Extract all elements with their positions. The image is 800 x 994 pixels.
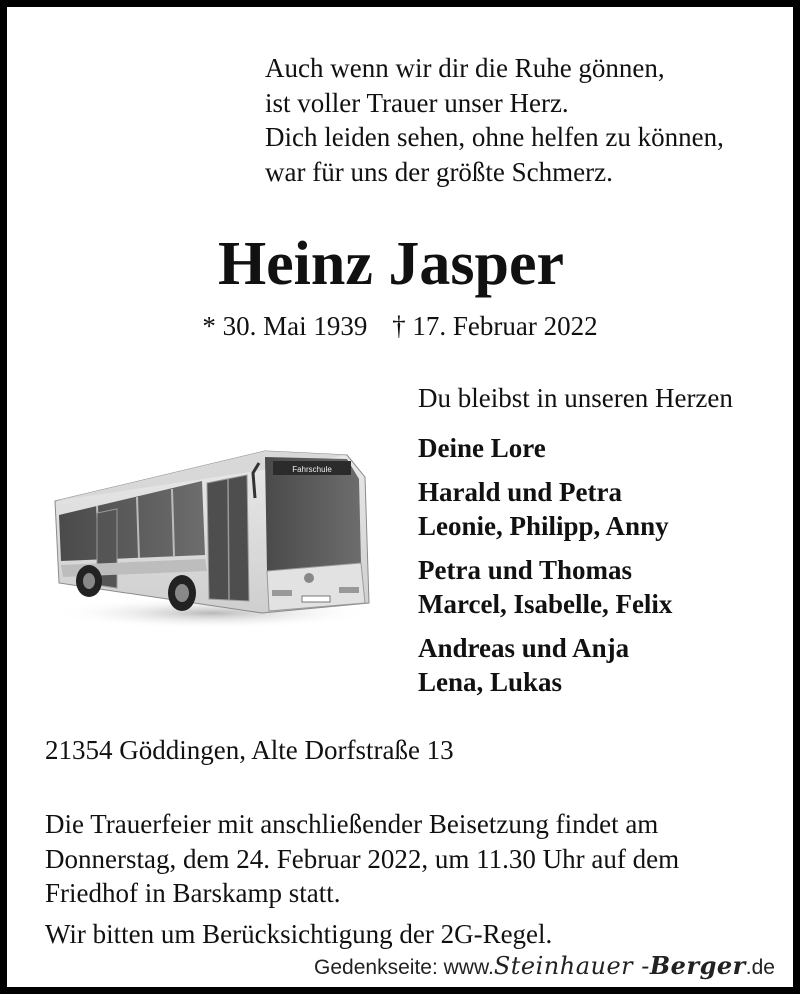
deceased-name: Heinz Jasper bbox=[217, 230, 565, 298]
family-line: Leonie, Philipp, Anny bbox=[418, 511, 669, 541]
bus-sign: Fahrschule bbox=[292, 465, 332, 474]
ceremony-line: Donnerstag, dem 24. Februar 2022, um 11.30 Uhr auf dem bbox=[45, 843, 680, 874]
family-line: Lena, Lukas bbox=[418, 667, 563, 697]
poem-line: Auch wenn wir dir die Ruhe gönnen, bbox=[265, 53, 665, 83]
memorial-page-link[interactable] bbox=[314, 951, 775, 983]
bus-photo-icon bbox=[47, 443, 377, 633]
family-line: Harald und Petra bbox=[418, 477, 623, 507]
family-group bbox=[418, 631, 733, 699]
poem-line: war für uns der größte Schmerz. bbox=[265, 156, 613, 187]
footer-brand-steinhauer: Steinhauer bbox=[493, 952, 634, 980]
funeral-info bbox=[45, 807, 785, 951]
family-group bbox=[418, 553, 733, 621]
family-line: Petra und Thomas bbox=[418, 555, 633, 585]
poem-line: Dich leiden sehen, ohne helfen zu können, bbox=[265, 122, 724, 152]
birth-date: * 30. Mai 1939 bbox=[202, 311, 368, 341]
address: 21354 Göddingen, Alte Dorfstraße 13 bbox=[45, 735, 454, 765]
family-line: Andreas und Anja bbox=[418, 633, 630, 663]
footer-dash: - bbox=[633, 952, 650, 980]
footer-brand-berger: Berger bbox=[649, 951, 746, 980]
family-intro: Du bleibst in unseren Herzen bbox=[418, 383, 733, 413]
family-group bbox=[418, 475, 733, 543]
footer-prefix: Gedenkseite: www. bbox=[314, 956, 494, 979]
ceremony-line: Die Trauerfeier mit anschließender Beisetzung findet am bbox=[45, 809, 659, 839]
family-group bbox=[418, 431, 733, 465]
life-dates bbox=[7, 309, 793, 343]
footer-suffix: .de bbox=[745, 956, 775, 979]
ceremony-line: Friedhof in Barskamp statt. bbox=[45, 878, 341, 908]
family-list bbox=[418, 381, 733, 699]
family-line: Marcel, Isabelle, Felix bbox=[418, 589, 673, 619]
poem-line: ist voller Trauer unser Herz. bbox=[265, 87, 569, 118]
poem bbox=[265, 51, 724, 189]
covid-note: Wir bitten um Berücksichtigung der 2G-Regel. bbox=[45, 918, 553, 949]
family-line: Deine Lore bbox=[418, 433, 546, 463]
death-date: † 17. Februar 2022 bbox=[392, 311, 598, 341]
